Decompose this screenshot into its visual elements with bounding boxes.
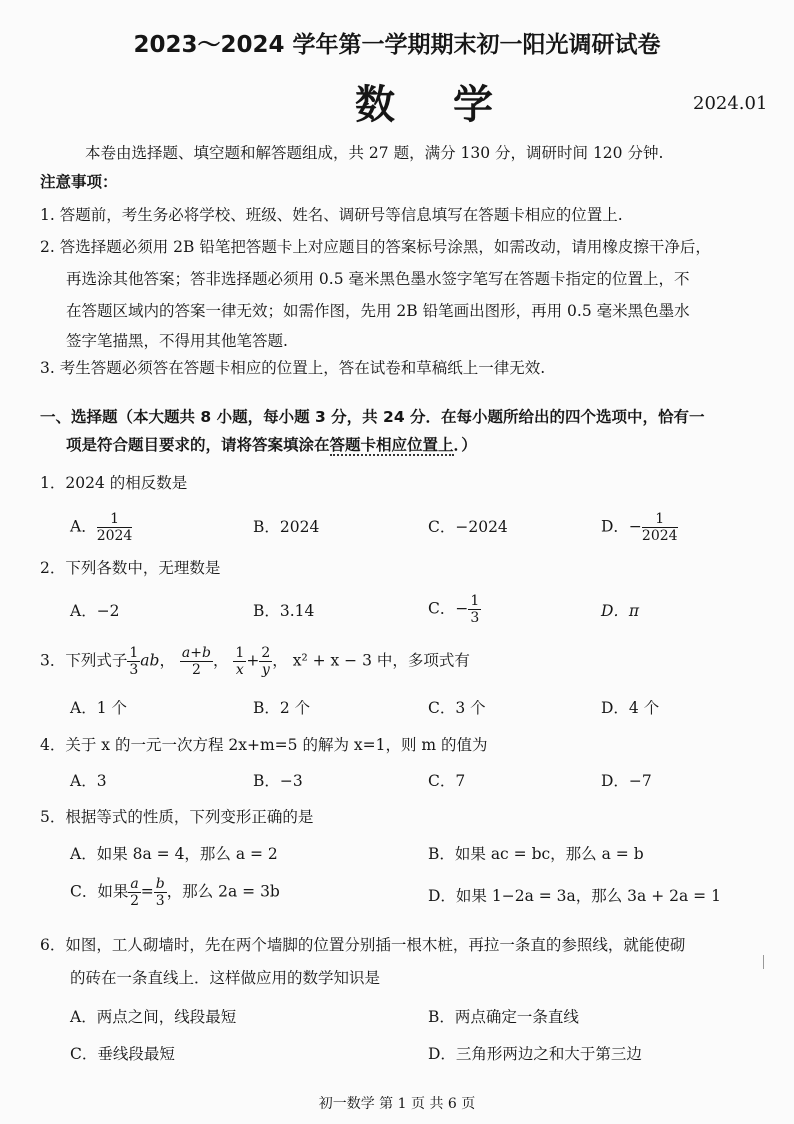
q3-option-d: D．4 个: [601, 699, 660, 717]
q6-option-b: B．两点确定一条直线: [428, 1008, 579, 1026]
q3-option-a: A．1 个: [70, 699, 127, 717]
q3-stem-tail: x² + x − 3 中，多项式有: [292, 651, 470, 670]
exam-date: 2024.01: [693, 93, 768, 114]
separator: ，: [272, 651, 288, 670]
scan-edge-mark: [763, 955, 764, 969]
denominator: 2024: [96, 528, 133, 544]
denominator: 3: [155, 893, 165, 909]
plus-sign: +: [246, 651, 260, 670]
note-2-line-4: 签字笔描黑，不得用其他笔答题.: [66, 332, 288, 350]
denominator: 2: [191, 662, 201, 678]
q4-option-c: C．7: [428, 772, 466, 790]
q6-stem-line-1: 6．如图，工人砌墙时，先在两个墙脚的位置分别插一根木桩，再拉一条直的参照线，就能使砌: [40, 936, 686, 954]
option-text: ，那么 2a = 3b: [166, 882, 280, 901]
note-1: 1. 答题前，考生务必将学校、班级、姓名、调研号等信息填写在答题卡相应的位置上.: [40, 206, 623, 224]
q3-option-b: B．2 个: [253, 699, 311, 717]
separator: ，: [159, 651, 175, 670]
numerator: 1: [470, 593, 480, 609]
q1-stem: 1．2024 的相反数是: [40, 474, 188, 492]
q3-option-c: C．3 个: [428, 699, 486, 717]
q6-option-a: A．两点之间，线段最短: [70, 1008, 237, 1026]
q1-option-a: [70, 512, 132, 543]
numerator: 1: [97, 512, 133, 528]
denominator: y: [261, 662, 270, 678]
q1-option-b: B．2024: [253, 518, 320, 536]
numerator: 1: [642, 512, 678, 528]
note-2-line-3: 在答题区域内的答案一律无效；如需作图，先用 2B 铅笔画出图形，再用 0.5 毫米黑色墨水: [66, 302, 690, 320]
section1-instruction-line-1: 一、选择题（本大题共 8 小题，每小题 3 分，共 24 分．在每小题所给出的四个选项中，恰有一: [40, 408, 705, 426]
q2-option-a: A．−2: [70, 602, 120, 620]
q5-option-c: [70, 877, 280, 908]
numerator: 1: [129, 645, 139, 661]
denominator: 2: [130, 893, 140, 909]
q6-stem-line-2: 的砖在一条直线上．这样做应用的数学知识是: [70, 969, 381, 987]
separator: ，: [212, 651, 229, 670]
fraction: [180, 646, 213, 677]
numerator: a: [130, 876, 139, 892]
note-2-line-1: 2. 答选择题必须用 2B 铅笔把答题卡上对应题目的答案标号涂黑，如需改动，请用橡皮擦干净后，: [40, 238, 711, 256]
expr-term: ab: [140, 651, 160, 670]
exam-intro: 本卷由选择题、填空题和解答题组成，共 27 题，满分 130 分，调研时间 120 分钟.: [85, 144, 664, 162]
q6-option-d: D．三角形两边之和大于第三边: [428, 1045, 642, 1063]
q1-option-d: [601, 512, 678, 543]
numerator: b: [155, 876, 165, 892]
denominator: 3: [129, 662, 139, 678]
q1-option-c: C．−2024: [428, 518, 508, 536]
q2-option-b: B．3.14: [253, 602, 315, 620]
fraction: [233, 646, 246, 677]
q3-stem: [40, 646, 470, 677]
emphasized-answer-location: 答题卡相应位置上: [329, 436, 454, 454]
section1-instruction-end: ．）: [453, 436, 477, 454]
section1-instruction-text: 项是符合题目要求的，请将答案填涂在: [66, 436, 330, 454]
fraction: [97, 512, 133, 543]
option-label: D．−: [601, 517, 642, 536]
q6-option-c: C．垂线段最短: [70, 1045, 175, 1063]
q4-stem: 4．关于 x 的一元一次方程 2x+m=5 的解为 x=1，则 m 的值为: [40, 736, 488, 754]
numerator: 1: [235, 645, 245, 661]
option-label: C．−: [428, 599, 469, 618]
q2-stem: 2．下列各数中，无理数是: [40, 559, 221, 577]
fraction: [154, 877, 167, 908]
notes-heading: 注意事项：: [40, 173, 118, 191]
q4-option-d: D．−7: [601, 772, 652, 790]
numerator: a+b: [181, 645, 211, 661]
exam-title: 2023～2024 学年第一学期期末初一阳光调研试卷: [133, 32, 661, 58]
denominator: x: [235, 662, 244, 678]
option-text: C．如果: [70, 882, 129, 901]
q2-option-d: D．π: [601, 602, 640, 620]
q4-option-a: A．3: [70, 772, 107, 790]
numerator: 2: [261, 645, 271, 661]
fraction: [127, 646, 140, 677]
subject-heading: 数学: [355, 82, 551, 128]
fraction: [468, 594, 481, 625]
q5-option-a: A．如果 8a = 4，那么 a = 2: [70, 845, 278, 863]
fraction: [259, 646, 272, 677]
fraction: [128, 877, 140, 908]
q4-option-b: B．−3: [253, 772, 303, 790]
page-footer: 初一数学 第 1 页 共 6 页: [318, 1096, 476, 1112]
q2-option-c: [428, 594, 481, 625]
denominator: 3: [470, 610, 480, 626]
q5-stem: 5．根据等式的性质，下列变形正确的是: [40, 808, 314, 826]
fraction: [642, 512, 678, 543]
q3-stem-text: 3．下列式子: [40, 651, 128, 670]
note-2-line-2: 再选涂其他答案；答非选择题必须用 0.5 毫米黑色墨水签字笔写在答题卡指定的位置上，不: [66, 270, 690, 288]
q5-option-d: D．如果 1−2a = 3a，那么 3a + 2a = 1: [428, 887, 721, 905]
note-3: 3. 考生答题必须答在答题卡相应的位置上，答在试卷和草稿纸上一律无效.: [40, 359, 546, 377]
q5-option-b: B．如果 ac = bc，那么 a = b: [428, 845, 644, 863]
denominator: 2024: [641, 528, 678, 544]
section1-instruction-line-2: [66, 433, 477, 455]
option-label: A．: [70, 517, 97, 536]
equals-sign: =: [140, 882, 154, 901]
